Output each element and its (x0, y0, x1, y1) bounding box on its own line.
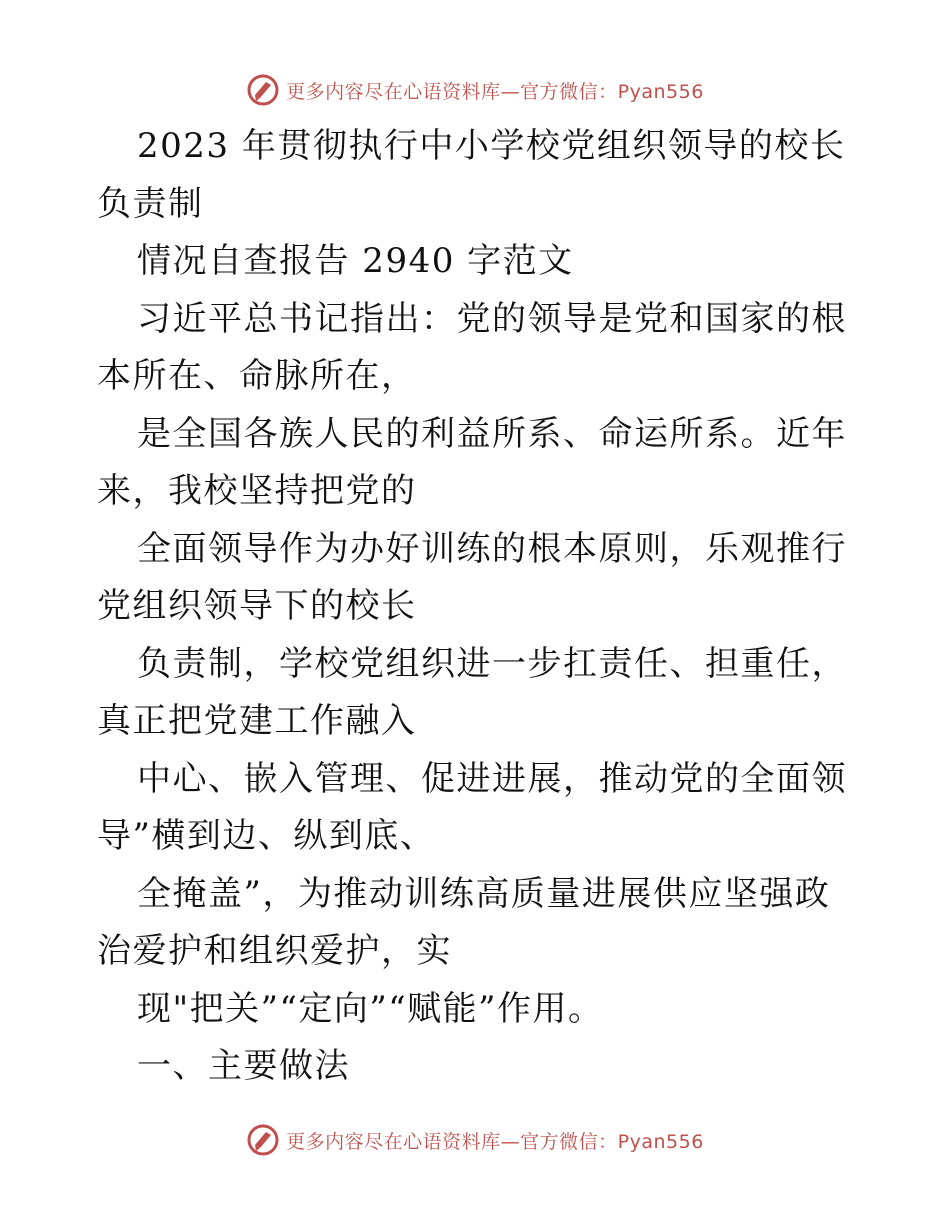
body-paragraph: 负责制，学校党组织进一步扛责任、担重任，真正把党建工作融入 (97, 643, 847, 741)
body-paragraph: 全面领导作为办好训练的根本原则，乐观推行党组织领导下的校长 (97, 528, 847, 626)
body-paragraph: 中心、嵌入管理、促进进展，推动党的全面领导”横到边、纵到底、 (97, 758, 847, 856)
section-heading: 一、主要做法 (137, 1046, 350, 1086)
red-seal-logo-icon (246, 73, 280, 107)
body-paragraph: 是全国各族人民的利益所系、命运所系。近年来，我校坚持把党的 (97, 413, 847, 511)
watermark-text: 更多内容尽在心语资料库—官方微信：Pyan556 (286, 1130, 704, 1153)
document-title-line: 2023 年贯彻执行中小学校党组织领导的校长负责制 (97, 126, 846, 224)
watermark-banner-top (0, 70, 950, 110)
document-body (97, 118, 857, 1096)
document-subtitle-line: 情况自查报告 2940 字范文 (137, 241, 574, 281)
body-paragraph: 全掩盖”，为推动训练高质量进展供应坚强政治爱护和组织爱护，实 (97, 873, 831, 971)
body-paragraph: 现"把关”“定向”“赋能”作用。 (137, 988, 604, 1029)
watermark-banner-bottom (0, 1120, 950, 1160)
watermark-text: 更多内容尽在心语资料库—官方微信：Pyan556 (286, 80, 704, 103)
body-paragraph: 习近平总书记指出：党的领导是党和国家的根本所在、命脉所在， (97, 298, 847, 396)
red-seal-logo-icon (246, 1123, 280, 1157)
